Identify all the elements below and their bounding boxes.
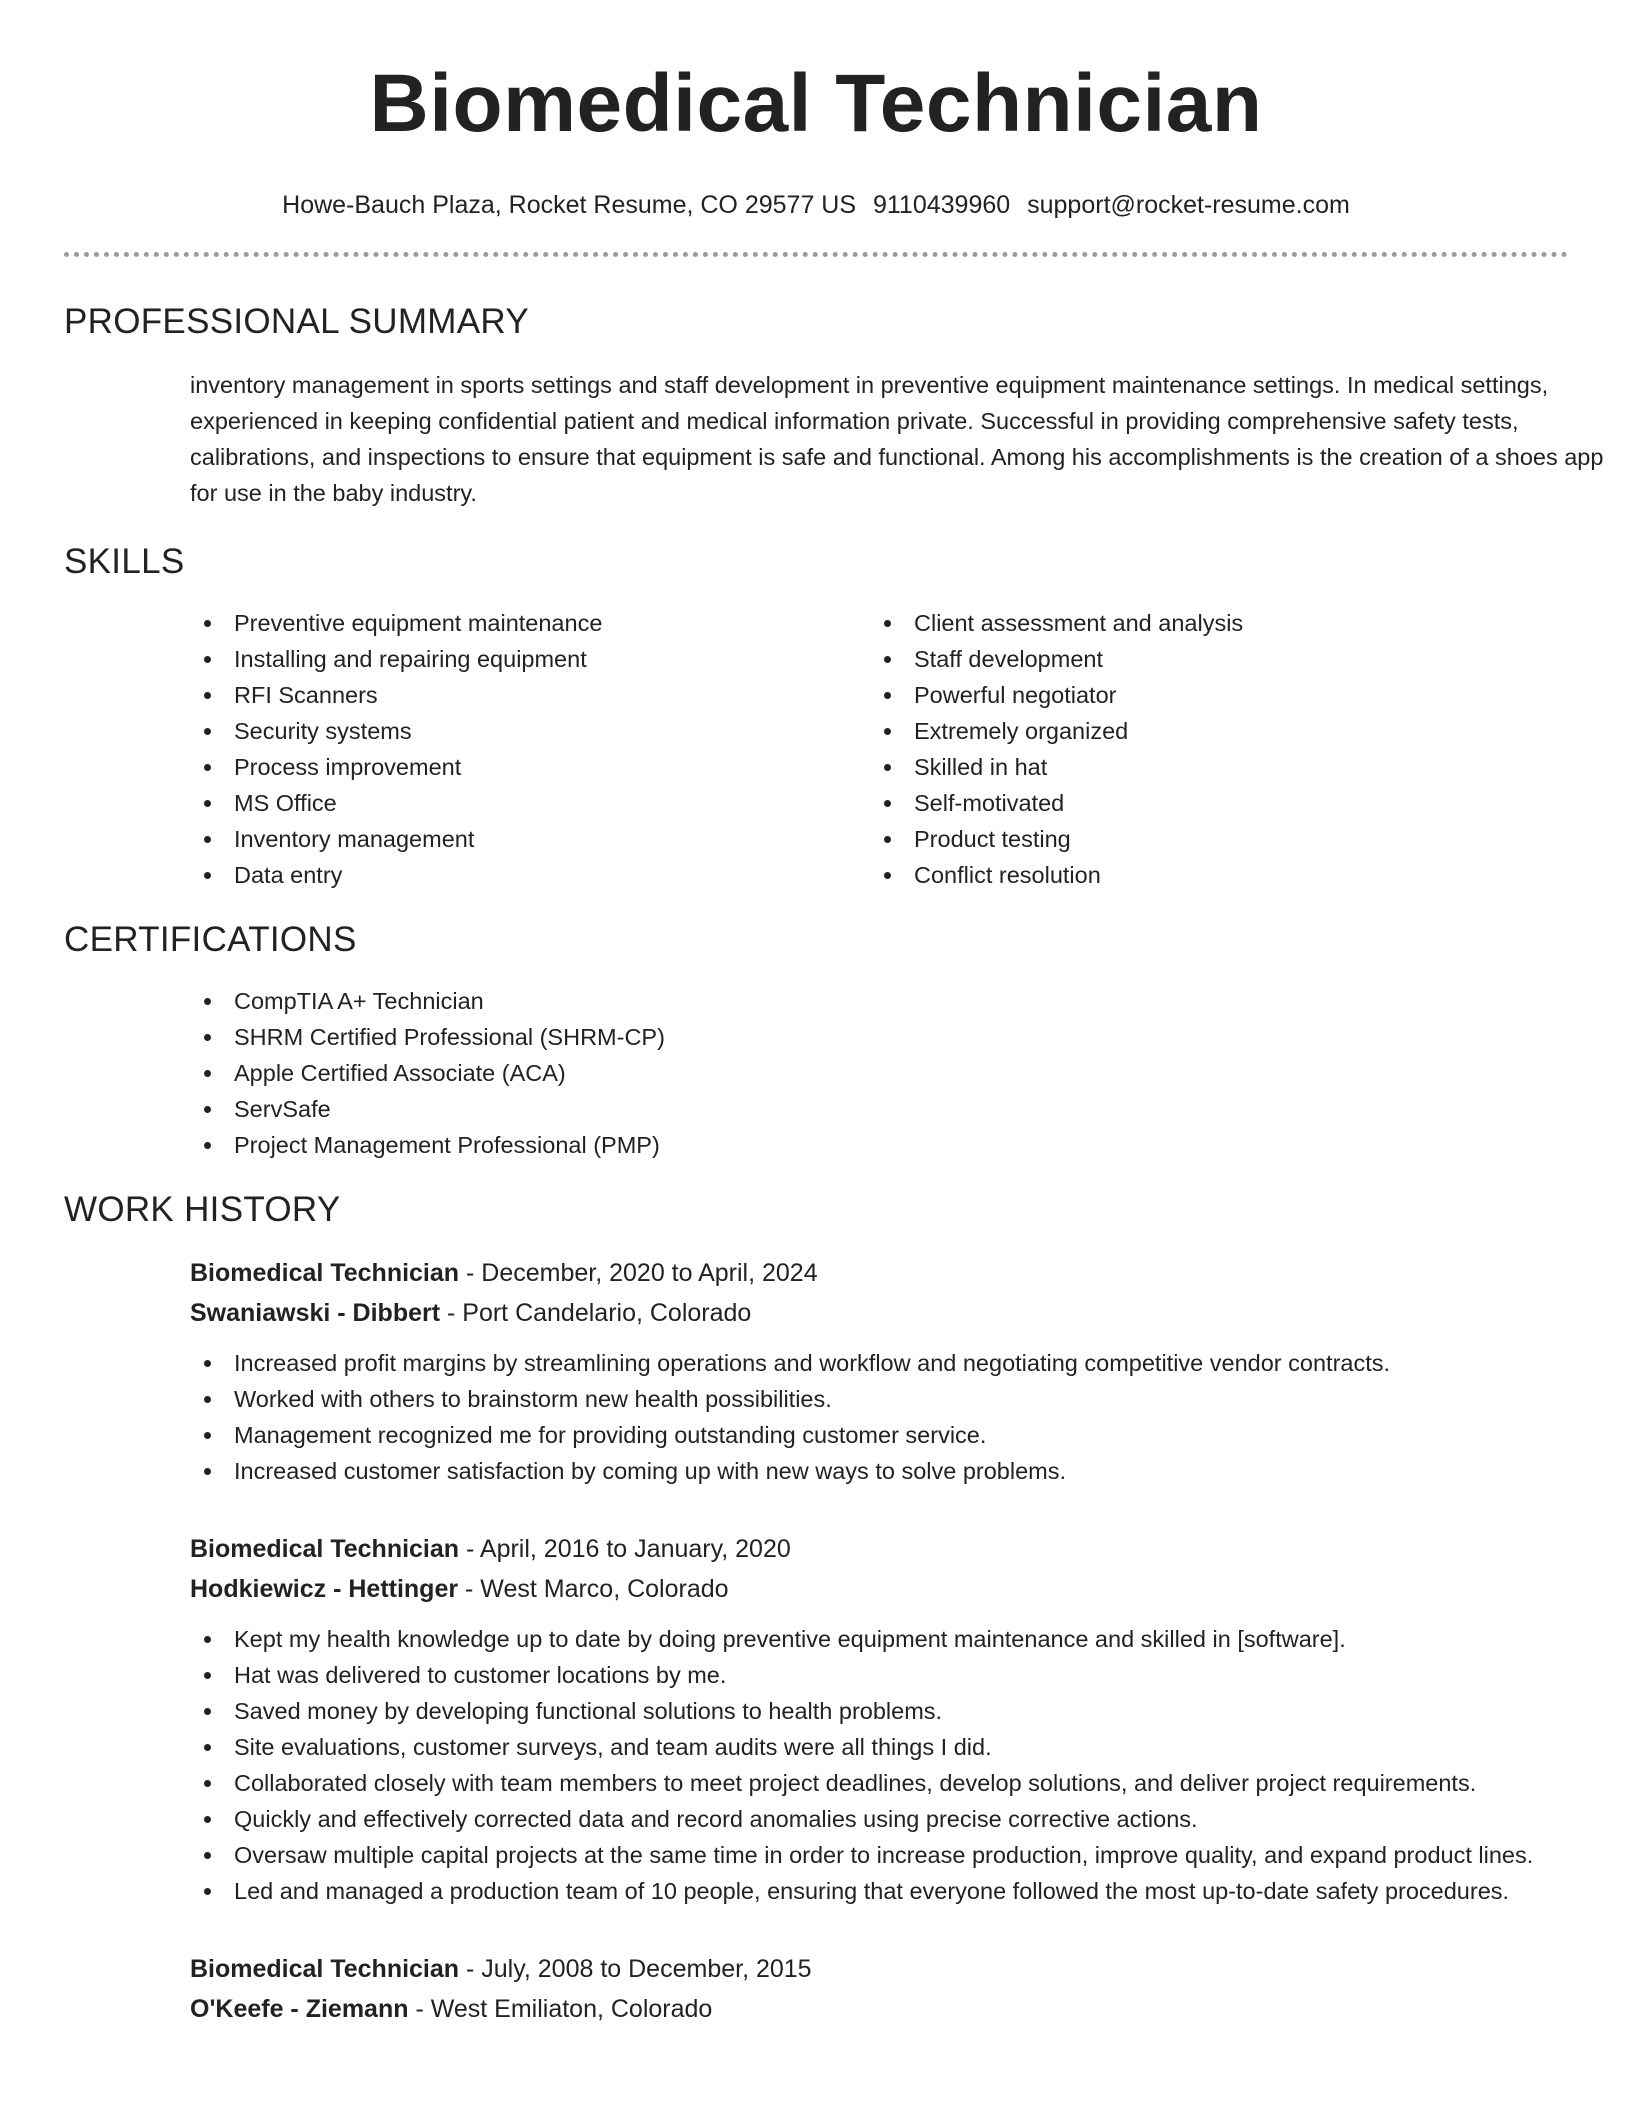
job-bullet: Worked with others to brainstorm new health possibilities. xyxy=(190,1381,1632,1417)
skill-item: Client assessment and analysis xyxy=(870,605,1550,641)
certification-item: Project Management Professional (PMP) xyxy=(190,1127,1568,1163)
contact-address: Howe-Bauch Plaza, Rocket Resume, CO 29577 US xyxy=(282,191,857,219)
job-dates: - December, 2020 to April, 2024 xyxy=(459,1259,818,1287)
job-bullets xyxy=(190,1621,1632,1909)
skill-item: Skilled in hat xyxy=(870,749,1550,785)
certification-item: CompTIA A+ Technician xyxy=(190,983,1568,1019)
job-title: Biomedical Technician xyxy=(190,1535,460,1563)
job-title-line xyxy=(190,1529,1632,1569)
job-bullet: Quickly and effectively corrected data and record anomalies using precise corrective actions. xyxy=(190,1801,1632,1837)
skill-item: MS Office xyxy=(190,785,870,821)
skills-left-list xyxy=(190,605,870,893)
job-bullet: Increased profit margins by streamlining operations and workflow and negotiating competitive vendor contracts. xyxy=(190,1345,1632,1381)
skills-heading: SKILLS xyxy=(64,542,185,581)
job-company-line xyxy=(190,1989,1632,2029)
skills-grid xyxy=(190,605,1568,893)
job-bullet: Kept my health knowledge up to date by doing preventive equipment maintenance and skilled in [software]. xyxy=(190,1621,1632,1657)
job-dates: - April, 2016 to January, 2020 xyxy=(459,1535,791,1563)
job-bullet: Site evaluations, customer surveys, and team audits were all things I did. xyxy=(190,1729,1632,1765)
job-entry xyxy=(190,1949,1632,2029)
skill-item: Data entry xyxy=(190,857,870,893)
job-entry xyxy=(190,1529,1632,1909)
skill-item: Process improvement xyxy=(190,749,870,785)
job-bullet: Hat was delivered to customer locations by me. xyxy=(190,1657,1632,1693)
job-title-line xyxy=(190,1253,1632,1293)
job-company: Hodkiewicz - Hettinger xyxy=(190,1575,459,1603)
job-title-line xyxy=(190,1949,1632,1989)
skill-item: RFI Scanners xyxy=(190,677,870,713)
job-bullet: Increased customer satisfaction by coming up with new ways to solve problems. xyxy=(190,1453,1632,1489)
skill-item: Self-motivated xyxy=(870,785,1550,821)
contact-line xyxy=(64,190,1568,220)
job-title: Biomedical Technician xyxy=(190,1259,460,1287)
skill-item: Powerful negotiator xyxy=(870,677,1550,713)
job-bullets xyxy=(190,1345,1632,1489)
summary-heading: PROFESSIONAL SUMMARY xyxy=(64,302,529,341)
skill-item: Extremely organized xyxy=(870,713,1550,749)
job-company-line xyxy=(190,1293,1632,1333)
skill-item: Installing and repairing equipment xyxy=(190,641,870,677)
skill-item: Preventive equipment maintenance xyxy=(190,605,870,641)
job-bullet: Saved money by developing functional solutions to health problems. xyxy=(190,1693,1632,1729)
job-company: O'Keefe - Ziemann xyxy=(190,1995,409,2023)
job-bullet: Oversaw multiple capital projects at the same time in order to increase production, improve quality, and expand product lines. xyxy=(190,1837,1632,1873)
certification-item: SHRM Certified Professional (SHRM-CP) xyxy=(190,1019,1568,1055)
certification-item: Apple Certified Associate (ACA) xyxy=(190,1055,1568,1091)
resume-title: Biomedical Technician xyxy=(369,58,1263,149)
job-entry xyxy=(190,1253,1632,1489)
skill-item: Product testing xyxy=(870,821,1550,857)
job-title: Biomedical Technician xyxy=(190,1955,460,1983)
header-divider xyxy=(64,252,1568,257)
skill-item: Security systems xyxy=(190,713,870,749)
job-company-line xyxy=(190,1569,1632,1609)
work-history-heading: WORK HISTORY xyxy=(64,1190,341,1229)
job-bullet: Management recognized me for providing outstanding customer service. xyxy=(190,1417,1632,1453)
job-company: Swaniawski - Dibbert xyxy=(190,1299,441,1327)
job-location: - West Emiliaton, Colorado xyxy=(408,1995,713,2023)
certifications-heading: CERTIFICATIONS xyxy=(64,920,357,959)
certifications-list xyxy=(190,983,1568,1163)
job-bullet: Collaborated closely with team members to meet project deadlines, develop solutions, and deliver project requirements. xyxy=(190,1765,1632,1801)
contact-email: support@rocket-resume.com xyxy=(1027,191,1350,219)
job-bullet: Led and managed a production team of 10 people, ensuring that everyone followed the most up-to-date safety procedures. xyxy=(190,1873,1632,1909)
skill-item: Staff development xyxy=(870,641,1550,677)
skill-item: Inventory management xyxy=(190,821,870,857)
job-location: - West Marco, Colorado xyxy=(458,1575,729,1603)
summary-text: inventory management in sports settings and staff development in preventive equipment maintenance settings. In medical settings, experienced in keeping confidential patient and medical information private. Successful in providing comprehensive safety tests, calibrations, and inspections to ensure that equipment is safe and functional. Among his accomplishments is the creation of a shoes app for use in the baby industry. xyxy=(190,372,1604,506)
contact-phone: 9110439960 xyxy=(872,191,1011,219)
job-dates: - July, 2008 to December, 2015 xyxy=(459,1955,812,1983)
certification-item: ServSafe xyxy=(190,1091,1568,1127)
skills-right-list xyxy=(870,605,1550,893)
job-location: - Port Candelario, Colorado xyxy=(440,1299,752,1327)
skill-item: Conflict resolution xyxy=(870,857,1550,893)
